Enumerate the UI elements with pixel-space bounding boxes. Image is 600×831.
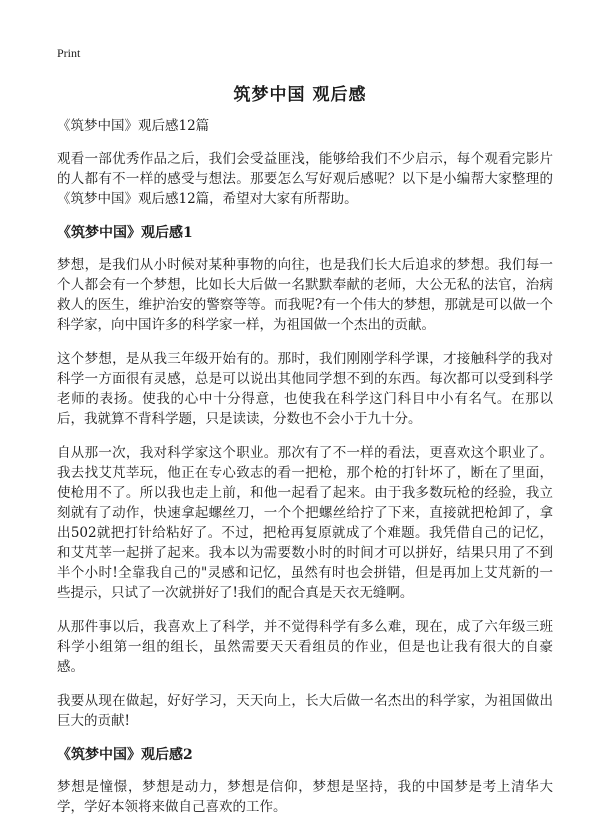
- section-1-paragraph-1: 梦想，是我们从小时候对某种事物的向往，也是我们长大后追求的梦想。我们每一个人都会有一个梦想，比如长大后做一名默默奉献的老师，大公无私的法官，治病救人的医生，维护治安的警察等等。而我呢?有一个伟大的梦想，那就是可以做一个科学家，向中国许多的科学家一样，为祖国做一个杰出的贡献。: [57, 257, 553, 333]
- intro-paragraph: 观看一部优秀作品之后，我们会受益匪浅，能够给我们不少启示，每个观看完影片的人都有不一样的感受与想法。那要怎么写好观后感呢？以下是小编帮大家整理的《筑梦中国》观后感12篇，希望对大家有所帮助。: [57, 151, 553, 207]
- section-1-paragraph-5: 我要从现在做起，好好学习，天天向上，长大后做一名杰出的科学家，为祖国做出巨大的贡献!: [57, 693, 553, 729]
- article-subtitle: 《筑梦中国》观后感12篇: [57, 118, 210, 134]
- section-1-paragraph-2: 这个梦想，是从我三年级开始有的。那时，我们刚刚学科学课，才接触科学的我对科学一方面很有灵感，总是可以说出其他同学想不到的东西。每次都可以受到科学老师的表扬。使我的心中十分得意，也使我在科学这门科目中小有名气。在那以后，我就算不背科学题，只是读读，分数也不会小于九十分。: [57, 351, 553, 427]
- section-2-paragraph-1: 梦想是憧憬，梦想是动力，梦想是信仰，梦想是坚持，我的中国梦是考上清华大学，学好本领将来做自己喜欢的工作。: [57, 779, 553, 815]
- section-1-paragraph-4: 从那件事以后，我喜欢上了科学，并不觉得科学有多么难，现在，成了六年级三班科学小组第一组的组长，虽然需要天天看组员的作业，但是也让我有很大的自豪感。: [57, 619, 553, 675]
- section-1-paragraph-3: 自从那一次，我对科学家这个职业。那次有了不一样的看法，更喜欢这个职业了。我去找艾芃莘玩，他正在专心致志的看一把枪，那个枪的打针坏了，断在了里面，使枪用不了。所以我也走上前，和他一起看了起来。由于我多数玩枪的经验，我立刻就有了动作，快速拿起螺丝刀，一个个把螺丝给拧了下来，直接就把枪卸了，拿出502就把打针给粘好了。不过，把枪再复原就成了个难题。我凭借自己的记忆，和艾芃莘一起拼了起来。我本以为需要数小时的时间才可以拼好，结果只用了不到半个小时!全靠我自己的"灵感和记忆，虽然有时也会拼错，但是再加上艾芃新的一些提示，只试了一次就拼好了!我们的配合真是天衣无缝啊。: [57, 445, 553, 601]
- article-body: [57, 116, 553, 831]
- section-heading-1: 《筑梦中国》观后感1: [57, 225, 193, 241]
- page-title: 筑梦中国 观后感: [233, 85, 367, 105]
- section-heading-2: 《筑梦中国》观后感2: [57, 747, 193, 763]
- print-link[interactable]: Print: [57, 46, 81, 60]
